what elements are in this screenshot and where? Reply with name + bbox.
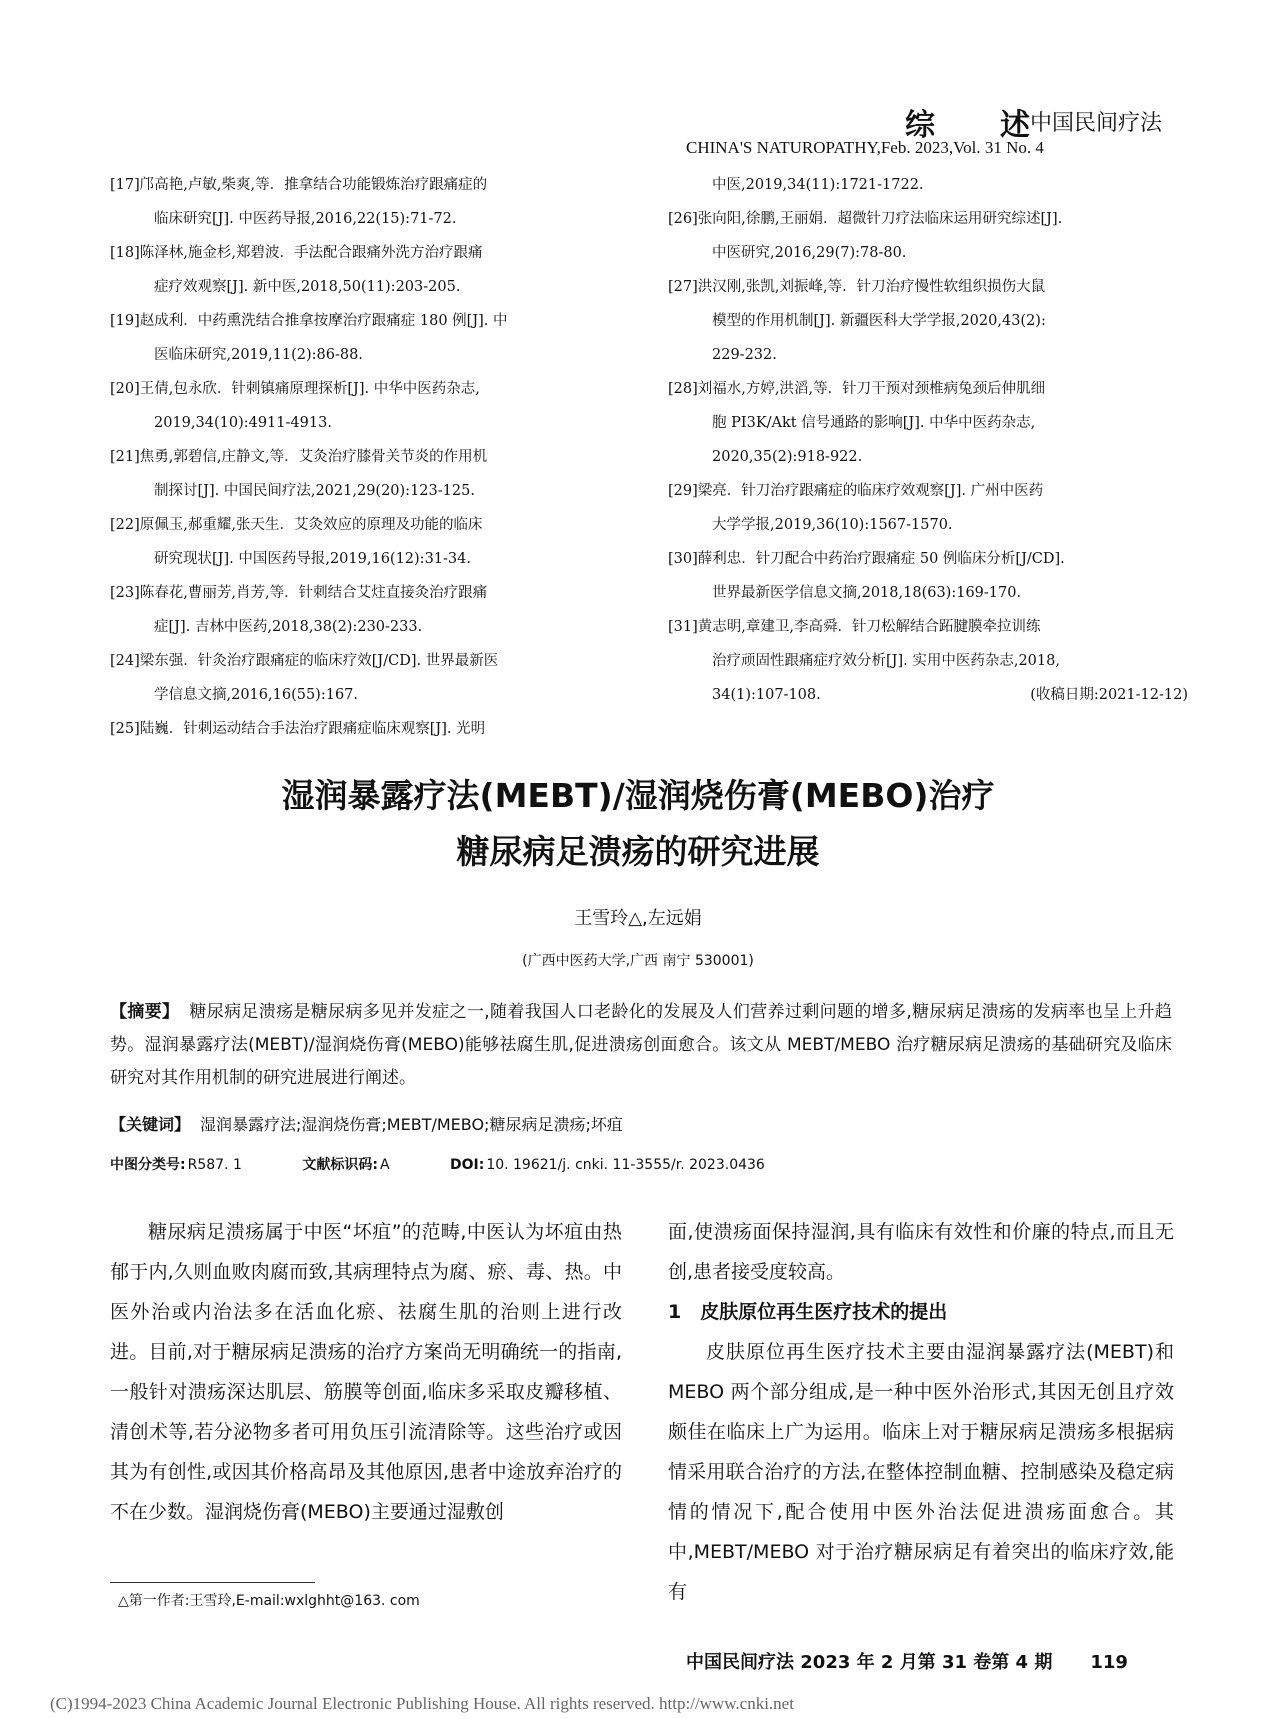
affiliation: (广西中医药大学,广西 南宁 530001) — [522, 953, 754, 969]
reference-line: [25]陆巍．针刺运动结合手法治疗跟痛症临床观察[J]. 光明 — [110, 721, 486, 737]
authors: 王雪玲△,左远娟 — [574, 908, 702, 929]
journal-name: 中国民间疗法 — [1030, 111, 1163, 136]
reference-line: 制探讨[J]. 中国民间疗法,2021,29(20):123-125. — [154, 483, 475, 499]
reference-line: 症[J]. 吉林中医药,2018,38(2):230-233. — [154, 619, 423, 635]
reference-line: [20]王倩,包永欣．针刺镇痛原理探析[J]. 中华中医药杂志, — [110, 381, 480, 397]
reference-line: 研究现状[J]. 中国医药导报,2019,16(12):31-34. — [154, 551, 471, 567]
reference-item — [110, 168, 630, 236]
reference-line: [31]黄志明,章建卫,李高舜．针刀松解结合跖腱膜牵拉训练 — [668, 619, 1041, 635]
reference-item — [668, 474, 1188, 542]
abstract-label: 【摘要】 — [110, 1002, 180, 1022]
class-value: R587. 1 — [187, 1157, 242, 1173]
keywords — [110, 1112, 1172, 1135]
article-title-line1: 湿润暴露疗法(MEBT)/湿润烧伤膏(MEBO)治疗 — [281, 776, 995, 815]
keywords-text: 湿润暴露疗法;湿润烧伤膏;MEBT/MEBO;糖尿病足溃疡;坏疽 — [200, 1115, 623, 1134]
reference-line: 症疗效观察[J]. 新中医,2018,50(11):203-205. — [154, 279, 461, 295]
reference-item — [110, 440, 630, 508]
reference-line: 世界最新医学信息文摘,2018,18(63):169-170. — [712, 585, 1022, 601]
reference-line: 治疗顽固性跟痛症疗效分析[J]. 实用中医药杂志,2018, — [712, 653, 1060, 669]
reference-line: 胞 PI3K/Akt 信号通路的影响[J]. 中华中医药杂志, — [712, 415, 1036, 431]
keywords-label: 【关键词】 — [110, 1115, 191, 1134]
reference-line: [26]张向阳,徐鹏,王丽娟．超微针刀疗法临床运用研究综述[J]. — [668, 211, 1063, 227]
reference-line: 34(1):107-108. (收稿日期:2021-12-12) — [668, 678, 1188, 712]
reference-line: [19]赵成利．中药熏洗结合推拿按摩治疗跟痛症 180 例[J]. 中 — [110, 313, 508, 329]
body-paragraph: 皮肤原位再生医疗技术主要由湿润暴露疗法(MEBT)和 MEBO 两个部分组成,是一种中医外治形式,其因无创且疗效颇佳在临床上广为运用。临床上对于糖尿病足溃疡多根据病情采用联合治疗的方法,在整体控制血糖、控制感染及稳定病情的情况下,配合使用中医外治法促进溃疡面愈合。其中,MEBT/MEBO 对于治疗糖尿病足有着突出的临床疗效,能有 — [668, 1341, 1174, 1603]
reference-line: [18]陈泽林,施金杉,郑碧波．手法配合跟痛外洗方治疗跟痛 — [110, 245, 483, 261]
reference-line: 学信息文摘,2016,16(55):167. — [154, 687, 359, 703]
reference-line: [28]刘福水,方婷,洪滔,等．针刀干预对颈椎病兔颈后伸肌细 — [668, 381, 1046, 397]
article-title-line2: 糖尿病足溃疡的研究进展 — [456, 832, 820, 871]
reference-line: [23]陈春花,曹丽芳,肖芳,等．针刺结合艾炷直接灸治疗跟痛 — [110, 585, 488, 601]
citation-line: CHINA'S NATUROPATHY,Feb. 2023,Vol. 31 No. 4 — [686, 138, 1044, 157]
footnote: △第一作者:王雪玲,E-mail:wxlghht@163. com — [118, 1593, 420, 1609]
reference-line: 2019,34(10):4911-4913. — [154, 415, 332, 431]
references-right-column — [668, 168, 1188, 712]
reference-item — [110, 508, 630, 576]
reference-item — [668, 202, 1188, 270]
body-paragraph: 糖尿病足溃疡属于中医“坏疽”的范畴,中医认为坏疽由热郁于内,久则血败肉腐而致,其病理特点为腐、瘀、毒、热。中医外治或内治法多在活血化瘀、祛腐生肌的治则上进行改进。目前,对于糖尿病足溃疡的治疗方案尚无明确统一的指南,一般针对溃疡深达肌层、筋膜等创面,临床多采取皮瓣移植、清创术等,若分泌物多者可用负压引流清除等。这些治疗或因其为有创性,或因其价格高昂及其他原因,患者中途放弃治疗的不在少数。湿润烧伤膏(MEBO)主要通过湿敷创 — [110, 1221, 622, 1523]
section-label-shu: 述 — [1000, 108, 1030, 143]
reference-item — [668, 168, 1188, 202]
reference-line: [17]邝高艳,卢敏,柴爽,等．推拿结合功能锻炼治疗跟痛症的 — [110, 177, 488, 193]
doc-code-label: 文献标识码: — [302, 1157, 378, 1173]
body-paragraph: 面,使溃疡面保持湿润,具有临床有效性和价廉的特点,而且无创,患者接受度较高。 — [668, 1221, 1174, 1283]
reference-item — [668, 542, 1188, 610]
reference-line: [21]焦勇,郭碧信,庄静文,等．艾灸治疗膝骨关节炎的作用机 — [110, 449, 488, 465]
abstract-text: 糖尿病足溃疡是糖尿病多见并发症之一,随着我国人口老龄化的发展及人们营养过剩问题的增多,糖尿病足溃疡的发病率也呈上升趋势。湿润暴露疗法(MEBT)/湿润烧伤膏(MEBO)能够祛腐生肌,促进溃疡创面愈合。该文从 MEBT/MEBO 治疗糖尿病足溃疡的基础研究及临床研究对其作用机制的研究进展进行阐述。 — [110, 1002, 1172, 1088]
reference-line: [29]梁亮．针刀治疗跟痛症的临床疗效观察[J]. 广州中医药 — [668, 483, 1044, 499]
reference-line: 医临床研究,2019,11(2):86-88. — [154, 347, 363, 363]
reference-line: 中医研究,2016,29(7):78-80. — [712, 245, 907, 261]
received-date: (收稿日期:2021-12-12) — [1030, 687, 1188, 703]
copyright-notice: (C)1994-2023 China Academic Journal Electronic Publishing House. All rights reserved. http://www.cnki.net — [50, 1694, 794, 1713]
reference-item — [668, 270, 1188, 372]
section-label-zong: 综 — [905, 108, 937, 143]
footer-issue: 中国民间疗法 2023 年 2 月第 31 卷第 4 期 — [686, 1652, 1053, 1673]
reference-item — [110, 712, 630, 746]
reference-line: [22]原佩玉,郝重耀,张天生．艾灸效应的原理及功能的临床 — [110, 517, 483, 533]
reference-line: 大学学报,2019,36(10):1567-1570. — [712, 517, 953, 533]
reference-line: 2020,35(2):918-922. — [712, 449, 863, 465]
class-label: 中图分类号: — [110, 1157, 186, 1173]
page-footer — [686, 1648, 1128, 1674]
reference-item — [110, 304, 630, 372]
reference-line: 临床研究[J]. 中医药导报,2016,22(15):71-72. — [154, 211, 457, 227]
reference-line: 中医,2019,34(11):1721-1722. — [712, 177, 924, 193]
reference-item — [110, 644, 630, 712]
doc-code-value: A — [379, 1157, 390, 1173]
section-heading: 1 皮肤原位再生医疗技术的提出 — [668, 1301, 948, 1323]
footnote-divider — [110, 1582, 315, 1583]
body-left-column — [110, 1212, 622, 1532]
body-right-column — [668, 1212, 1174, 1612]
abstract — [110, 996, 1172, 1095]
reference-line: [24]梁东强．针灸治疗跟痛症的临床疗效[J/CD]. 世界最新医 — [110, 653, 499, 669]
reference-item — [668, 610, 1188, 712]
doi-label: DOI: — [449, 1157, 485, 1173]
page-number: 119 — [1090, 1652, 1128, 1673]
classification-line — [110, 1154, 821, 1174]
article-title — [0, 768, 1276, 880]
doi-value: 10. 19621/j. cnki. 11-3555/r. 2023.0436 — [486, 1157, 765, 1173]
reference-item — [110, 372, 630, 440]
reference-line: [30]薛利忠．针刀配合中药治疗跟痛症 50 例临床分析[J/CD]. — [668, 551, 1065, 567]
references-left-column — [110, 168, 630, 746]
reference-line: [27]洪汉刚,张凯,刘振峰,等．针刀治疗慢性软组织损伤大鼠 — [668, 279, 1046, 295]
reference-item — [110, 576, 630, 644]
reference-item — [668, 372, 1188, 474]
reference-line: 模型的作用机制[J]. 新疆医科大学学报,2020,43(2): — [712, 313, 1046, 329]
reference-line: 229-232. — [712, 347, 777, 363]
reference-item — [110, 236, 630, 304]
